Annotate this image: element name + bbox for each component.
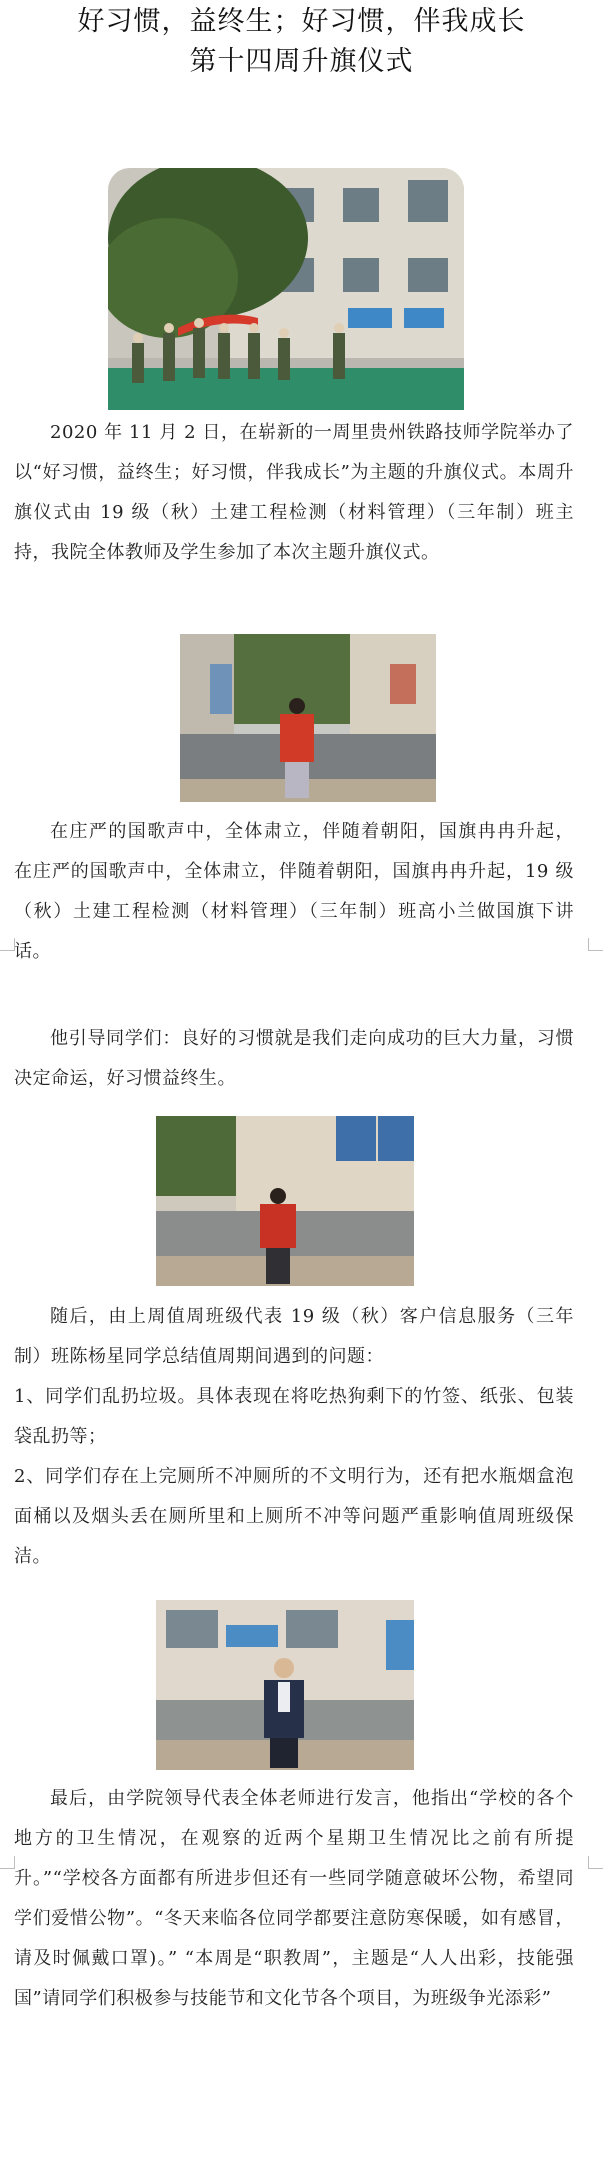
- list-item-issue-2: 2、同学们存在上完厕所不冲厕所的不文明行为，还有把水瓶烟盒泡面桶以及烟头丢在厕所里和上厕所不冲等问题严重影响值周班级保洁。: [14, 1466, 574, 1567]
- margin-mark-left: [0, 938, 15, 951]
- margin-mark-right: [588, 938, 603, 951]
- photo-flag-guard-march: [108, 168, 464, 410]
- title-line-1: 好习惯，益终生；好习惯，伴我成长: [77, 6, 526, 37]
- title-line-2: 第十四周升旗仪式: [189, 46, 414, 77]
- paragraph-duty-summary: 随后，由上周值周班级代表 19 级（秋）客户信息服务（三年制）班陈杨星同学总结值周期间遇到的问题：: [14, 1306, 574, 1367]
- paragraph-speech: 他引导同学们：良好的习惯就是我们走向成功的巨大力量，习惯决定命运，好习惯益终生。: [14, 1028, 574, 1089]
- paragraph-leader-speech: 最后，由学院领导代表全体老师进行发言，他指出“学校的各个地方的卫生情况，在观察的近两个星期卫生情况比之前有所提升。”“学校各方面都有所进步但还有一些同学随意破坏公物，希望同学们爱惜公物”。“冬天来临各位同学都要注意防寒保暖，如有感冒，请及时佩戴口罩)。” “本周是“职教周”，主题是“人人出彩，技能强国”请同学们积极参与技能节和文化节各个项目，为班级争光添彩”: [14, 1788, 574, 2009]
- margin-mark-right-2: [588, 1856, 603, 1869]
- photo-host-student: [180, 634, 436, 802]
- paragraph-intro: 2020 年 11 月 2 日，在崭新的一周里贵州铁路技师学院举办了以“好习惯，益终生；好习惯，伴我成长”为主题的升旗仪式。本周升旗仪式由 19 级（秋）土建工程检测（材料管理）（三年制）班主持，我院全体教师及学生参加了本次主题升旗仪式。: [14, 422, 574, 563]
- margin-mark-left-2: [0, 1856, 15, 1869]
- list-item-issue-1: 1、同学们乱扔垃圾。具体表现在将吃热狗剩下的竹签、纸张、包装袋乱扔等；: [14, 1386, 574, 1447]
- photo-teacher-speaker: [156, 1600, 414, 1770]
- photo-speaker-student: [156, 1116, 414, 1286]
- paragraph-anthem: 在庄严的国歌声中，全体肃立，伴随着朝阳，国旗冉冉升起， 在庄严的国歌声中，全体肃立，伴随着朝阳，国旗冉冉升起，19 级（秋）土建工程检测（材料管理）（三年制）班高小兰做国旗下讲话。: [14, 821, 574, 962]
